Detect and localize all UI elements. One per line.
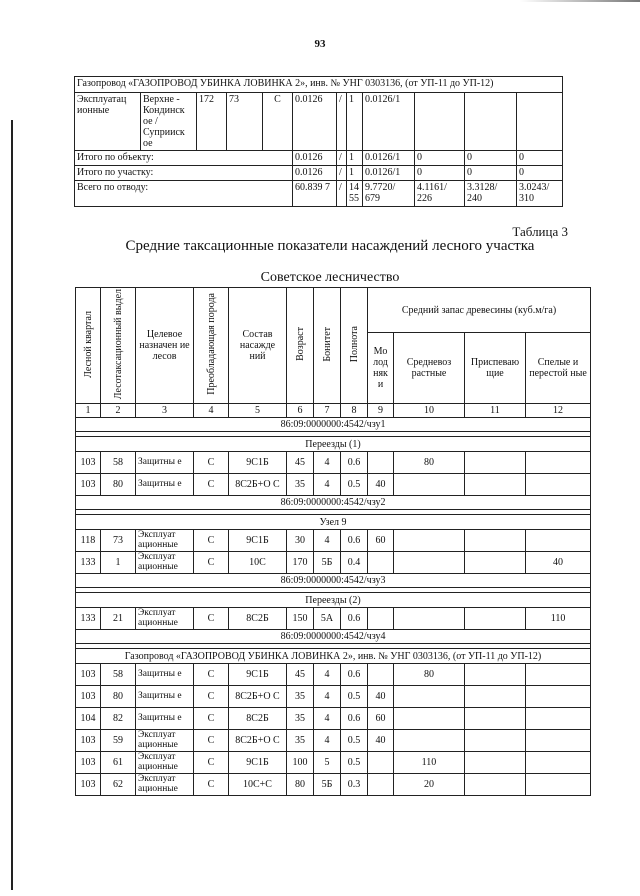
- table-row: [76, 774, 591, 796]
- cell: [465, 530, 526, 552]
- cell: 3.3128/ 240: [465, 181, 517, 207]
- cell: С: [194, 730, 229, 752]
- cell: 82: [101, 708, 136, 730]
- table-row: [76, 752, 591, 774]
- cell: 9С1Б: [229, 530, 287, 552]
- cell: 35: [287, 686, 314, 708]
- cell: 0: [517, 166, 563, 181]
- cell: 5: [314, 752, 341, 774]
- cell: [368, 552, 394, 574]
- cell: 58: [101, 452, 136, 474]
- cell: 62: [101, 774, 136, 796]
- cell: С: [194, 608, 229, 630]
- cell: Защитны е: [136, 452, 194, 474]
- table-row: [76, 708, 591, 730]
- cell: 80: [101, 686, 136, 708]
- cell: С: [194, 474, 229, 496]
- cell: 0: [465, 151, 517, 166]
- cell: 5Б: [314, 774, 341, 796]
- cell: [526, 730, 591, 752]
- cell: С: [194, 452, 229, 474]
- table-row: [75, 151, 563, 166]
- section-name: Газопровод «ГАЗОПРОВОД УБИНКА ЛОВИНКА 2», инв. № УНГ 0303136, (от УП-11 до УП-12): [76, 649, 591, 664]
- cell: 20: [394, 774, 465, 796]
- cell: 103: [76, 664, 101, 686]
- cell: 8С2Б+О С: [229, 686, 287, 708]
- header-density: Полнота: [341, 288, 368, 404]
- cell: 0.0126/1: [363, 166, 415, 181]
- cell: [394, 608, 465, 630]
- header-quarter: Лесной квартал: [76, 288, 101, 404]
- cell: 5Б: [314, 552, 341, 574]
- col-number: 3: [136, 404, 194, 418]
- table-row: [76, 530, 591, 552]
- cell: 8С2Б+О С: [229, 474, 287, 496]
- cell: 10С: [229, 552, 287, 574]
- cell: С: [194, 752, 229, 774]
- cadastral-code: 86:09:0000000:4542/чзу2: [76, 496, 591, 510]
- cell: [526, 752, 591, 774]
- cell: Эксплуатац ионные: [75, 93, 141, 151]
- cell: С: [194, 664, 229, 686]
- cell: 4: [314, 474, 341, 496]
- cell: [394, 552, 465, 574]
- header-stock-group: Средний запас древесины (куб.м/га): [368, 288, 591, 333]
- col-number: 6: [287, 404, 314, 418]
- cell: 0.6: [341, 530, 368, 552]
- cell: [465, 752, 526, 774]
- cell: 133: [76, 552, 101, 574]
- cell: 1: [347, 166, 363, 181]
- table-row: [75, 93, 563, 151]
- scan-artifact-top: [520, 0, 640, 2]
- cell: 0.0126/1: [363, 93, 415, 151]
- row-label: Всего по отводу:: [75, 181, 293, 207]
- cell: 73: [101, 530, 136, 552]
- header-species: Преобладающая порода: [194, 288, 229, 404]
- cell: Эксплуат ационные: [136, 774, 194, 796]
- page-number: 93: [314, 38, 326, 50]
- cell: 4: [314, 664, 341, 686]
- cell: [394, 708, 465, 730]
- cell: [465, 474, 526, 496]
- col-number: 10: [394, 404, 465, 418]
- header-middle-aged: Средневоз растные: [394, 333, 465, 404]
- cell: 4.1161/ 226: [415, 181, 465, 207]
- cell: [394, 530, 465, 552]
- header-maturing: Приспеваю щие: [465, 333, 526, 404]
- cell: 170: [287, 552, 314, 574]
- cadastral-code: 86:09:0000000:4542/чзу1: [76, 418, 591, 432]
- cell: 133: [76, 608, 101, 630]
- cell: 58: [101, 664, 136, 686]
- cell: [465, 686, 526, 708]
- cell: Защитны е: [136, 474, 194, 496]
- col-number: 1: [76, 404, 101, 418]
- cell: С: [194, 708, 229, 730]
- cell: 103: [76, 474, 101, 496]
- column-numbers-row: [76, 404, 591, 418]
- cell: [526, 686, 591, 708]
- cell: 0.0126/1: [363, 151, 415, 166]
- col-number: 7: [314, 404, 341, 418]
- cell: 60: [368, 708, 394, 730]
- table-row: [76, 474, 591, 496]
- table-number-label: Таблица 3: [512, 224, 568, 239]
- cell: С: [194, 552, 229, 574]
- table-row: [76, 664, 591, 686]
- cell: [526, 664, 591, 686]
- cell: 0: [517, 151, 563, 166]
- cell: 0.3: [341, 774, 368, 796]
- header-young: Мо лод няк и: [368, 333, 394, 404]
- col-number: 12: [526, 404, 591, 418]
- cell: Эксплуат ационные: [136, 552, 194, 574]
- cell: 80: [287, 774, 314, 796]
- cell: [394, 730, 465, 752]
- cell: [465, 730, 526, 752]
- cell: 9С1Б: [229, 752, 287, 774]
- cell: 60.839 7: [293, 181, 337, 207]
- cell: 103: [76, 452, 101, 474]
- cell: [517, 93, 563, 151]
- cell: [394, 474, 465, 496]
- cell: 80: [394, 664, 465, 686]
- cell: 0.0126: [293, 93, 337, 151]
- cell: 104: [76, 708, 101, 730]
- cell: 45: [287, 664, 314, 686]
- cell: 21: [101, 608, 136, 630]
- cell: 9С1Б: [229, 452, 287, 474]
- cell: [465, 708, 526, 730]
- cell: [526, 474, 591, 496]
- cell: [526, 530, 591, 552]
- cell: 0.6: [341, 608, 368, 630]
- cell: [526, 452, 591, 474]
- cell: Эксплуат ационные: [136, 530, 194, 552]
- cell: 4: [314, 730, 341, 752]
- col-number: 2: [101, 404, 136, 418]
- cell: 5А: [314, 608, 341, 630]
- cell: [465, 552, 526, 574]
- cell: 10С+С: [229, 774, 287, 796]
- cell: 8С2Б+О С: [229, 730, 287, 752]
- cadastral-code: 86:09:0000000:4542/чзу4: [76, 630, 591, 644]
- cell: /: [337, 93, 347, 151]
- cell: [368, 752, 394, 774]
- table-row: [75, 181, 563, 207]
- cell: /: [337, 166, 347, 181]
- cadastral-code: 86:09:0000000:4542/чзу3: [76, 574, 591, 588]
- section-name: Переезды (2): [76, 593, 591, 608]
- header-age: Возраст: [287, 288, 314, 404]
- cell: 0.0126: [293, 151, 337, 166]
- cell: 9.7720/ 679: [363, 181, 415, 207]
- cell: Верхне - Кондинск ое /Суприиск ое: [141, 93, 197, 151]
- header-bonitet: Бонитет: [314, 288, 341, 404]
- cell: 35: [287, 474, 314, 496]
- cell: 0.5: [341, 730, 368, 752]
- cell: 0: [415, 166, 465, 181]
- cell: 0.6: [341, 708, 368, 730]
- cell: [526, 708, 591, 730]
- cell: 40: [526, 552, 591, 574]
- cell: 103: [76, 752, 101, 774]
- cell: 100: [287, 752, 314, 774]
- cell: 0.5: [341, 474, 368, 496]
- cell: 59: [101, 730, 136, 752]
- cell: /: [337, 181, 347, 207]
- cell: [465, 608, 526, 630]
- continuation-table: [74, 76, 563, 207]
- cell: 40: [368, 730, 394, 752]
- cell: 4: [314, 452, 341, 474]
- cell: [465, 452, 526, 474]
- row-label: Итого по участку:: [75, 166, 293, 181]
- col-number: 5: [229, 404, 287, 418]
- cell: 14 55: [347, 181, 363, 207]
- cell: С: [194, 686, 229, 708]
- cell: 0.4: [341, 552, 368, 574]
- table-row: [76, 608, 591, 630]
- table-row: [76, 730, 591, 752]
- cell: 4: [314, 686, 341, 708]
- cell: 0.6: [341, 664, 368, 686]
- cell: 0.0126: [293, 166, 337, 181]
- table-title: Средние таксационные показатели насаждений лесного участка: [125, 238, 535, 254]
- col-number: 4: [194, 404, 229, 418]
- cell: [415, 93, 465, 151]
- cell: [465, 774, 526, 796]
- cell: [368, 452, 394, 474]
- col-number: 11: [465, 404, 526, 418]
- cell: 35: [287, 708, 314, 730]
- cell: 73: [227, 93, 263, 151]
- cell: 150: [287, 608, 314, 630]
- forestry-name: Советское лесничество: [260, 270, 400, 285]
- cell: Защитны е: [136, 664, 194, 686]
- table-row: [76, 686, 591, 708]
- cell: 0: [415, 151, 465, 166]
- cell: 103: [76, 730, 101, 752]
- cell: 110: [394, 752, 465, 774]
- cell: 45: [287, 452, 314, 474]
- cell: С: [194, 530, 229, 552]
- section-name: Переезды (1): [76, 437, 591, 452]
- cell: [368, 664, 394, 686]
- table-row: [76, 452, 591, 474]
- cell: 103: [76, 686, 101, 708]
- cell: 8С2Б: [229, 608, 287, 630]
- col-number: 8: [341, 404, 368, 418]
- cell: Защитны е: [136, 708, 194, 730]
- header-purpose: Целевое назначен ие лесов: [136, 288, 194, 404]
- cell: 1: [347, 93, 363, 151]
- cell: 3.0243/ 310: [517, 181, 563, 207]
- cell: 61: [101, 752, 136, 774]
- row-label: Итого по объекту:: [75, 151, 293, 166]
- cell: 80: [394, 452, 465, 474]
- cell: 80: [101, 474, 136, 496]
- cell: 0: [465, 166, 517, 181]
- cell: /: [337, 151, 347, 166]
- cell: 172: [197, 93, 227, 151]
- cell: 110: [526, 608, 591, 630]
- cell: [526, 774, 591, 796]
- cell: С: [194, 774, 229, 796]
- cell: 1: [101, 552, 136, 574]
- cell: [465, 664, 526, 686]
- cell: С: [263, 93, 293, 151]
- table-row: [75, 166, 563, 181]
- cell: 0.5: [341, 686, 368, 708]
- table-row: [76, 552, 591, 574]
- cell: 30: [287, 530, 314, 552]
- cell: [465, 93, 517, 151]
- cell: 40: [368, 686, 394, 708]
- header-allotment: Лесотаксационный выдел: [101, 288, 136, 404]
- cell: 0.6: [341, 452, 368, 474]
- cell: 103: [76, 774, 101, 796]
- cell: [368, 774, 394, 796]
- cell: 60: [368, 530, 394, 552]
- scan-artifact-left: [11, 120, 13, 890]
- cell: 40: [368, 474, 394, 496]
- header-mature: Спелые и перестой ные: [526, 333, 591, 404]
- cell: Защитны е: [136, 686, 194, 708]
- cell: 4: [314, 708, 341, 730]
- cell: Эксплуат ационные: [136, 608, 194, 630]
- cell: Эксплуат ационные: [136, 752, 194, 774]
- section-name: Узел 9: [76, 515, 591, 530]
- cell: [394, 686, 465, 708]
- cell: 9С1Б: [229, 664, 287, 686]
- cell: Эксплуат ационные: [136, 730, 194, 752]
- cell: 4: [314, 530, 341, 552]
- cell: 1: [347, 151, 363, 166]
- cell: 35: [287, 730, 314, 752]
- header-composition: Состав насажде ний: [229, 288, 287, 404]
- cell: 118: [76, 530, 101, 552]
- cell: [368, 608, 394, 630]
- cell: 0.5: [341, 752, 368, 774]
- cell: 8С2Б: [229, 708, 287, 730]
- taxation-table: [75, 287, 591, 796]
- col-number: 9: [368, 404, 394, 418]
- top-caption: Газопровод «ГАЗОПРОВОД УБИНКА ЛОВИНКА 2», инв. № УНГ 0303136, (от УП-11 до УП-12): [75, 77, 563, 93]
